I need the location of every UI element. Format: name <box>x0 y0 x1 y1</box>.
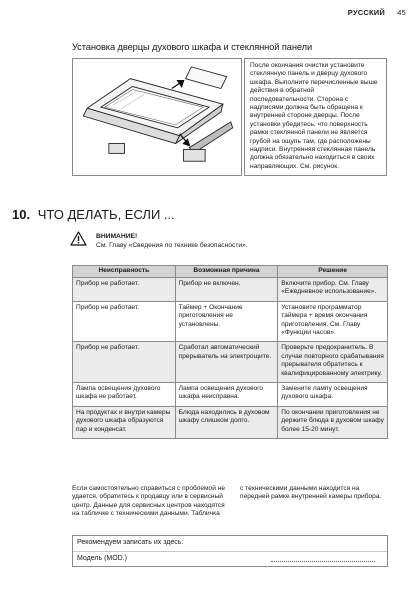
cause-cell: Сработал автоматический прерыватель на электрощите. <box>175 342 278 383</box>
page-header <box>348 8 406 17</box>
record-box <box>72 535 388 567</box>
chapter-number: 10. <box>12 207 31 222</box>
table-row <box>73 406 388 438</box>
warning-text: См. Главу «Сведения по технике безопасности». <box>96 242 248 249</box>
troubleshooting-table <box>72 265 388 439</box>
section-title: Установка дверцы духового шкафа и стеклянной панели <box>72 42 313 52</box>
cause-cell: Лампа освещения духового шкафа неисправна. <box>175 383 278 407</box>
problem-cell: Прибор не работает. <box>73 342 176 383</box>
problem-cell: На продуктах и внутри камеры духового шкафа образуются пар и конденсат. <box>73 406 176 438</box>
warning-box <box>96 232 266 250</box>
service-note-left: Если самостоятельно справиться с проблемой не удается, обратитесь к продавцу или в сервисный центр. Данные для сервисных центров находятся на табличке с техническими данными. Табличка <box>72 485 226 517</box>
table-row <box>73 278 388 302</box>
problem-cell: Прибор не работает. <box>73 301 176 342</box>
table-row <box>73 383 388 407</box>
model-row <box>73 551 387 566</box>
service-note-right: с техническими данными находится на передней рамке внутренней камеры прибора. <box>240 485 382 501</box>
model-input-line <box>271 561 375 562</box>
chapter-title <box>12 207 175 222</box>
column-header-solution: Решение <box>278 266 388 278</box>
record-label: Рекомендуем записать их здесь: <box>77 539 184 546</box>
model-label: Модель (MOD.) <box>77 555 128 562</box>
door-glass-illustration <box>72 58 242 176</box>
record-label-row <box>73 536 387 551</box>
cause-cell: Таймер + Окончание приготовления не установлены. <box>175 301 278 342</box>
warning-icon <box>70 231 87 246</box>
table-header-row <box>73 266 388 278</box>
page-number: 45 <box>397 8 406 17</box>
chapter-heading: ЧТО ДЕЛАТЬ, ЕСЛИ ... <box>37 207 175 222</box>
warning-title: ВНИМАНИЕ! <box>96 233 138 240</box>
solution-cell: Включите прибор. См. Главу «Ежедневное использование». <box>278 278 388 302</box>
column-header-problem: Неисправность <box>73 266 176 278</box>
table-row <box>73 301 388 342</box>
problem-cell: Прибор не работает. <box>73 278 176 302</box>
cause-cell: Блюда находились в духовом шкафу слишком долго. <box>175 406 278 438</box>
solution-cell: По окончании приготовления не держите блюда в духовом шкафу более 15-20 минут. <box>278 406 388 438</box>
installation-instructions: После окончания очистки установите стеклянную панель и дверцу духового шкафа. Выполните перечисленные выше действия в обратной последовательности. Сторона с надписями должна быть обращена к внутренней стороне дверцы. После установки убедитесь, что поверхность рамки стеклянной панели не является грубой на ощупь там, где расположены надписи. Внутренняя стеклянная панель должна обязательно находиться в своих направляющих. См. рисунок. <box>244 58 387 176</box>
table-row <box>73 342 388 383</box>
solution-cell: Проверьте предохранитель. В случае повторного срабатывания прерывателя обратитесь к квалифицированному электрику. <box>278 342 388 383</box>
header-language: РУССКИЙ <box>347 8 385 17</box>
door-panel-drawing <box>73 59 241 175</box>
cause-cell: Прибор не включен. <box>175 278 278 302</box>
solution-cell: Замените лампу освещения духового шкафа. <box>278 383 388 407</box>
column-header-cause: Возможная причина <box>175 266 278 278</box>
problem-cell: Лампа освещения духового шкафа не работает. <box>73 383 176 407</box>
solution-cell: Установите программатор таймера + время окончания приготовления. См. Главу «Функции часов». <box>278 301 388 342</box>
